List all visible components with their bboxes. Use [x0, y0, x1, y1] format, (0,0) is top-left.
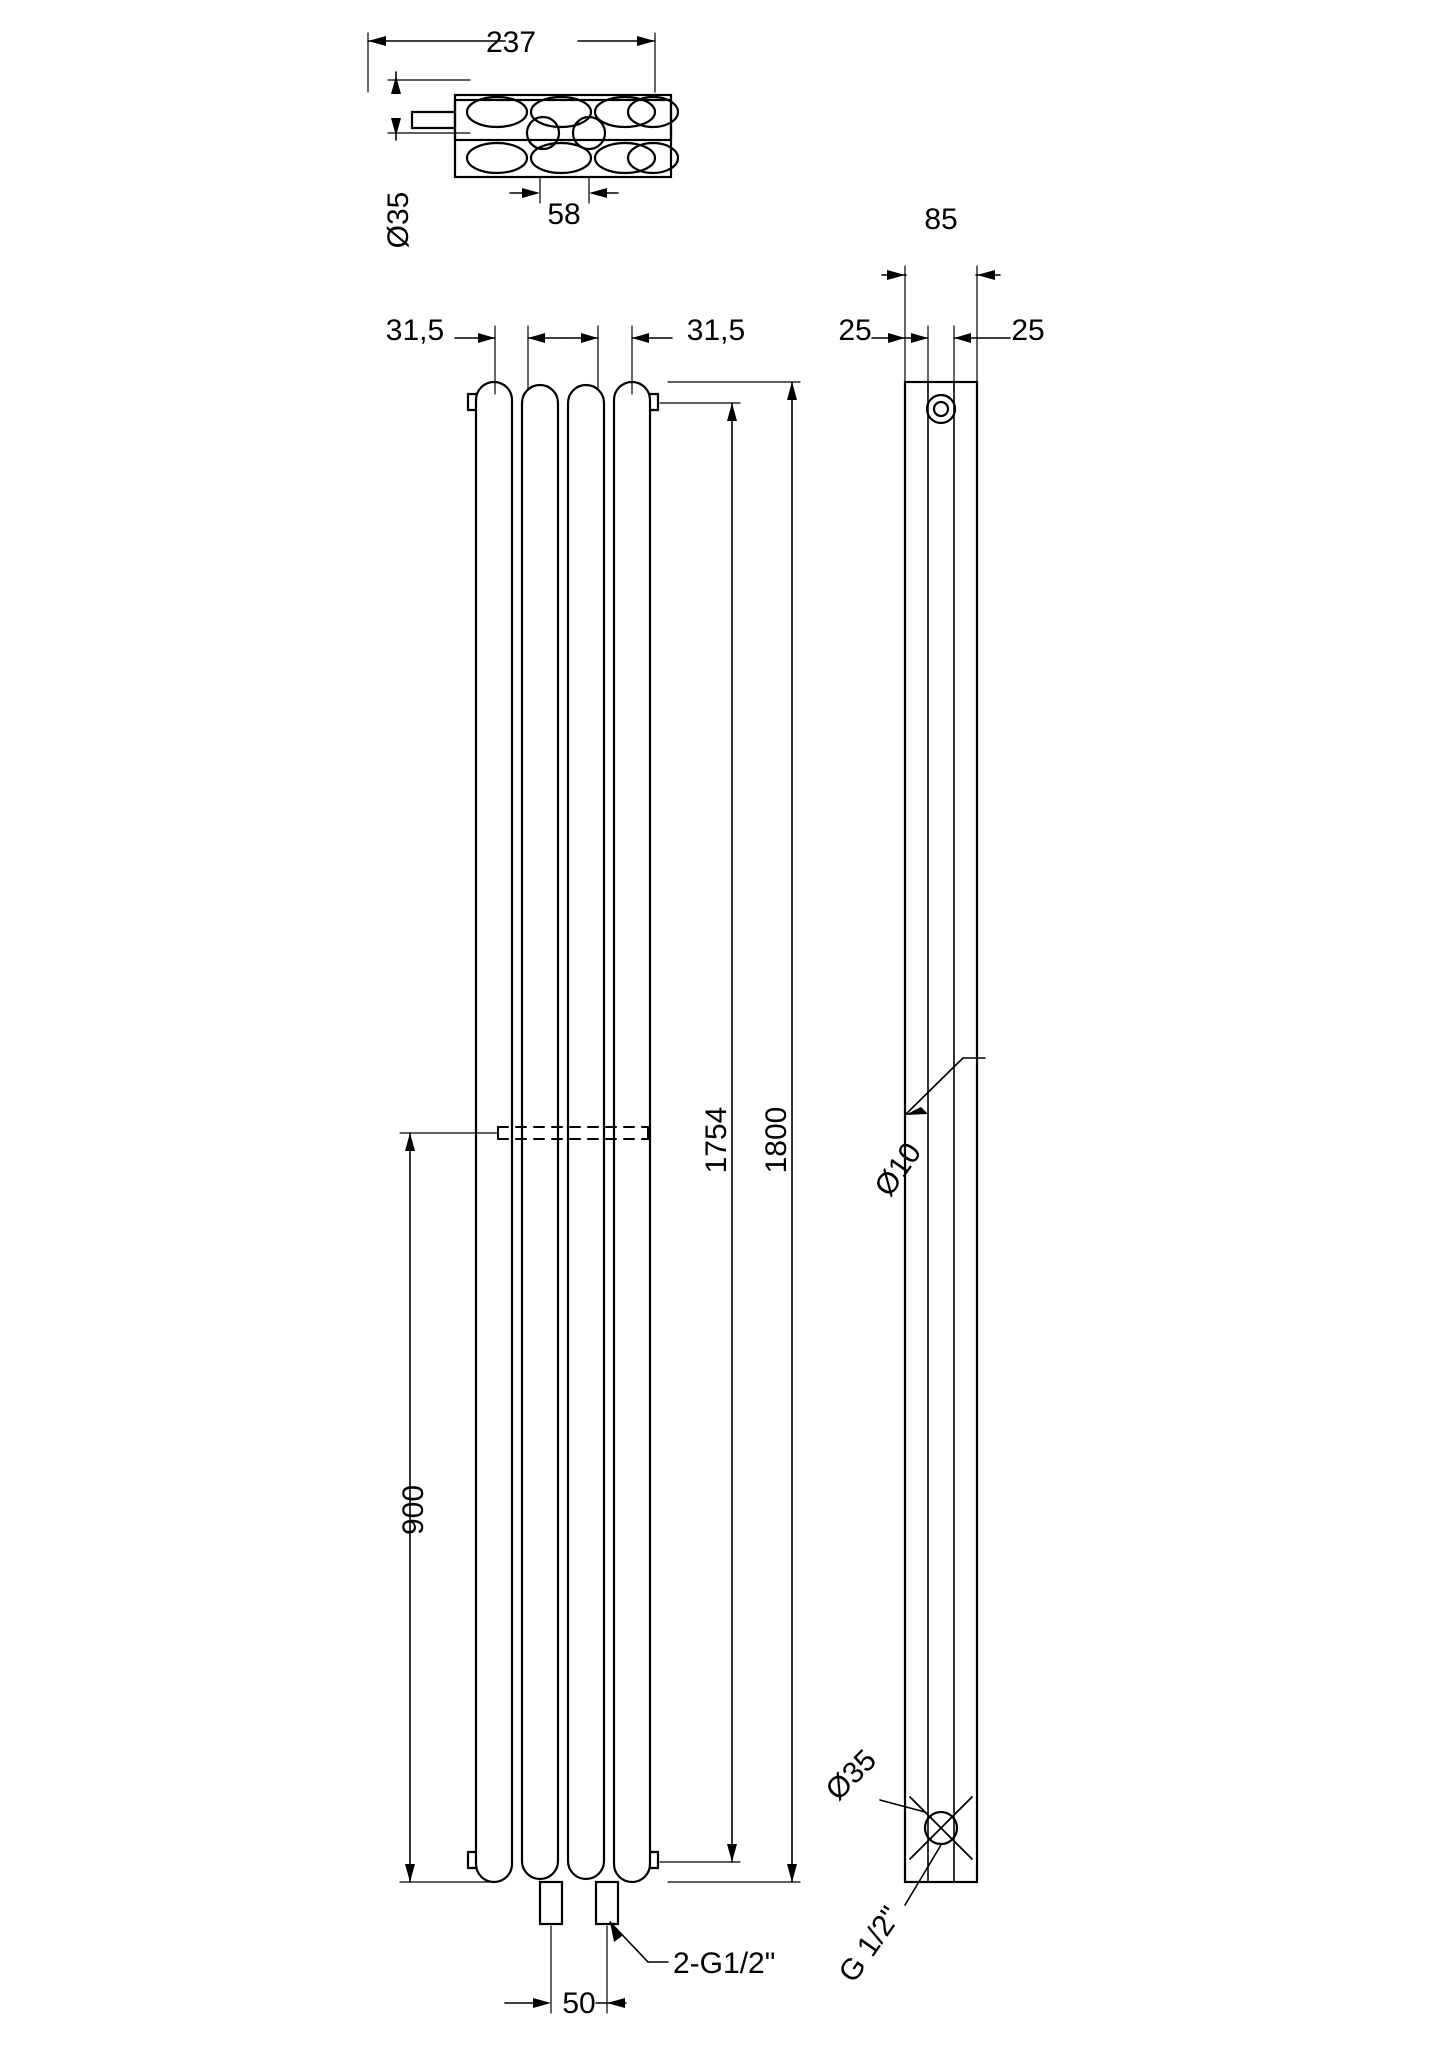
dim-top-width: 237 [485, 26, 537, 59]
dim-front-outlet-spacing: 50 [562, 1987, 596, 2020]
dim-side-width: 85 [924, 203, 958, 236]
dim-front-height-lower: 900 [397, 1484, 430, 1536]
dim-front-height-overall: 1800 [760, 1106, 793, 1174]
dim-side-connection: G 1/2" [832, 1900, 908, 1989]
dim-front-height-bracket: 1754 [700, 1106, 733, 1174]
dimension-labels [382, 26, 1045, 2020]
dim-top-pipe-spacing: 58 [547, 198, 581, 231]
dim-side-hole-diameter: Ø10 [868, 1136, 929, 1203]
dim-front-right-offset: 31,5 [686, 314, 746, 347]
dim-side-right-offset: 25 [1011, 314, 1045, 347]
front-view [400, 326, 800, 2013]
dim-side-left-offset: 25 [838, 314, 872, 347]
dim-top-diameter: Ø35 [382, 191, 415, 249]
side-view [872, 266, 1010, 1905]
dim-front-left-offset: 31,5 [385, 314, 445, 347]
dim-front-connection: 2-G1/2" [673, 1947, 776, 1980]
dim-side-port-diameter: Ø35 [819, 1743, 884, 1808]
